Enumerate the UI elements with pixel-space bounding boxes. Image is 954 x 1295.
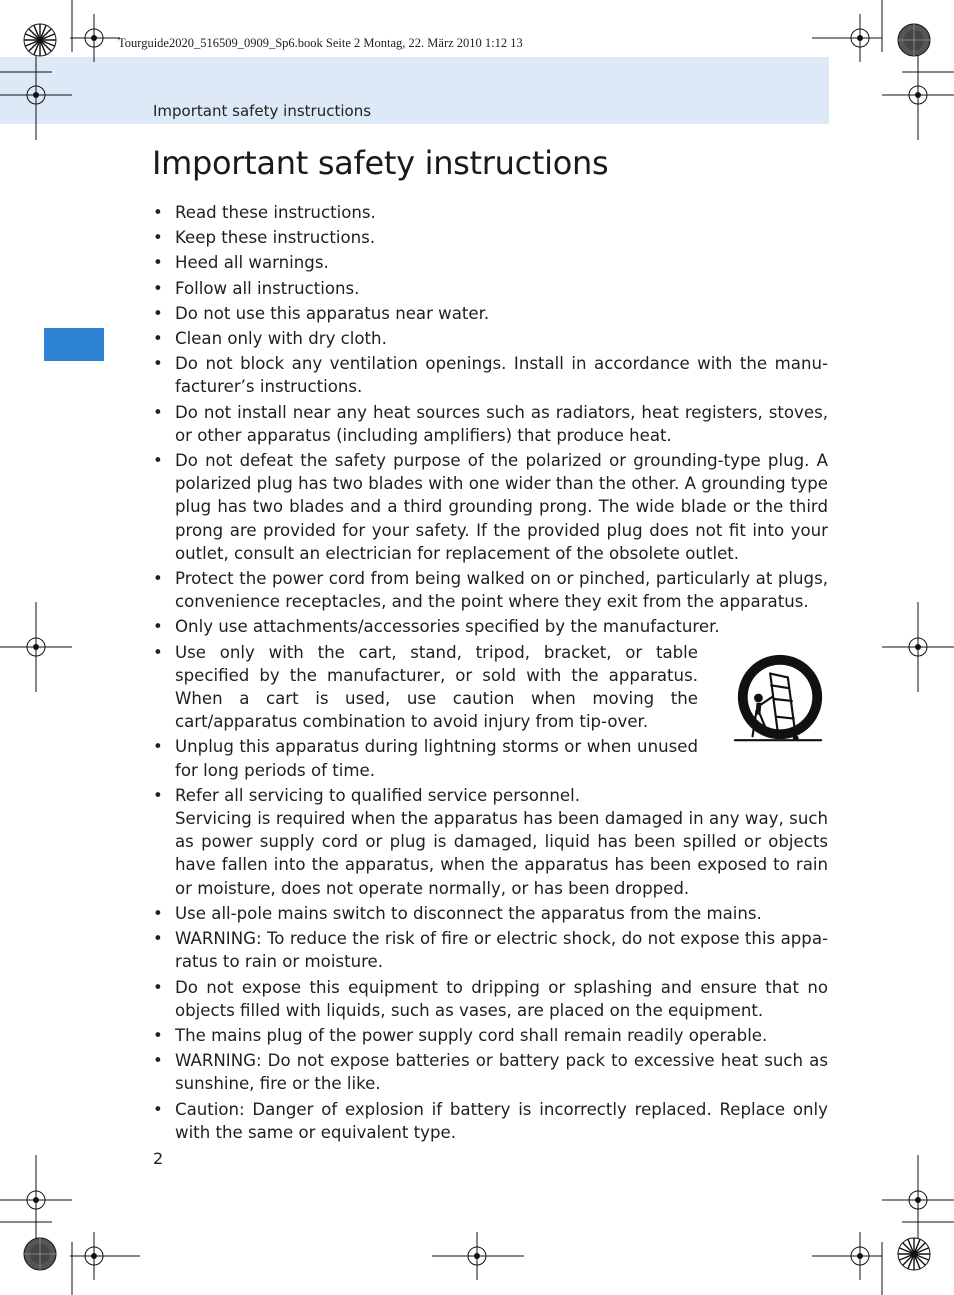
list-item-text: Do not install near any heat sources such as radiators, heat registers, stoves, or other apparatus (including amplifiers) that produce heat. bbox=[175, 402, 828, 445]
list-item-text: Only use attachments/accessories specified by the manufacturer. bbox=[175, 617, 720, 637]
color-rosette-icon bbox=[897, 1237, 931, 1271]
bullet: • bbox=[153, 642, 163, 662]
list-item-text: Caution: Danger of explosion if battery is incorrectly replaced. Replace only with the same or equivalent type. bbox=[175, 1099, 828, 1142]
servicing-detail: Servicing is required when the apparatus has been damaged in any way, such as power supply cord or plug is damaged, liquid has been spilled or objects have fallen into the apparatus, when the apparatus has been exposed to rain or moisture, does not operate normally, or has been dropped. bbox=[175, 809, 828, 898]
bullet: • bbox=[153, 1025, 163, 1045]
bullet: • bbox=[153, 329, 163, 349]
print-slug: Tourguide2020_516509_0909_Sp6.book Seite 2 Montag, 22. März 2010 1:12 13 bbox=[118, 36, 523, 50]
list-item-text: Heed all warnings. bbox=[175, 253, 329, 273]
bullet: • bbox=[153, 929, 163, 949]
list-item-text: Read these instructions. bbox=[175, 203, 376, 222]
bullet: • bbox=[153, 203, 163, 222]
running-head: Important safety instructions bbox=[153, 102, 372, 120]
bullet: • bbox=[153, 977, 163, 997]
list-item-text: Do not use this apparatus near water. bbox=[175, 303, 490, 323]
list-item-text: Do not block any ventilation openings. Install in accordance with the manu-facturer’s instructions. bbox=[175, 354, 828, 397]
bullet: • bbox=[153, 617, 163, 637]
color-rosette-icon bbox=[23, 23, 57, 57]
bullet: • bbox=[153, 1051, 163, 1071]
color-rosette-icon bbox=[897, 23, 931, 57]
bullet: • bbox=[153, 785, 163, 805]
list-item-text: WARNING: To reduce the risk of fire or electric shock, do not expose this appa-ratus to rain or moisture. bbox=[175, 929, 828, 972]
bullet: • bbox=[153, 569, 163, 589]
list-item-text: Keep these instructions. bbox=[175, 228, 376, 248]
list-item-text: WARNING: Do not expose batteries or battery pack to excessive heat such as sunshine, fire or the like. bbox=[175, 1051, 828, 1094]
list-item-text: Do not expose this equipment to dripping or splashing and ensure that no objects filled with liquids, such as vases, are placed on the equipment. bbox=[175, 977, 828, 1020]
bullet: • bbox=[153, 451, 163, 471]
page-number: 2 bbox=[153, 1149, 164, 1168]
bullet: • bbox=[153, 737, 163, 757]
bullet: • bbox=[153, 354, 163, 374]
list-item-text: Refer all servicing to qualified service personnel. bbox=[175, 785, 581, 805]
page-title: Important safety instructions bbox=[152, 144, 609, 182]
list-item-text: Use all-pole mains switch to disconnect the apparatus from the mains. bbox=[175, 903, 762, 923]
bullet: • bbox=[153, 402, 163, 422]
list-item-text: The mains plug of the power supply cord shall remain readily operable. bbox=[175, 1025, 768, 1045]
list-item-text: Use only with the cart, stand, tripod, bracket, or table specified by the manufacturer, or sold with the apparatus. When a cart is used, use caution when moving the cart/apparatus combination to avoid injury from tip-over. bbox=[175, 642, 698, 732]
bullet: • bbox=[153, 228, 163, 248]
bullet: • bbox=[153, 903, 163, 923]
bullet: • bbox=[153, 303, 163, 323]
bullet: • bbox=[153, 253, 163, 273]
bullet: • bbox=[153, 278, 163, 298]
list-item-text: Follow all instructions. bbox=[175, 278, 360, 298]
list-item-text: Do not defeat the safety purpose of the polarized or grounding-type plug. A polarized plug has two blades with one wider than the other. A grounding type plug has two blades and a third grounding prong. The wide blade or the third prong are provided for your safety. If the provided plug does not fit into your outlet, consult an electrician for replacement of the obsolete outlet. bbox=[175, 451, 828, 563]
list-item-text: Unplug this apparatus during lightning storms or when unused for long periods of time. bbox=[175, 737, 698, 780]
list-item-text: Clean only with dry cloth. bbox=[175, 329, 387, 349]
list-item-text: Protect the power cord from being walked on or pinched, particularly at plugs, convenience receptacles, and the point where they exit from the apparatus. bbox=[175, 569, 828, 612]
bullet: • bbox=[153, 1099, 163, 1119]
color-rosette-icon bbox=[23, 1237, 57, 1271]
